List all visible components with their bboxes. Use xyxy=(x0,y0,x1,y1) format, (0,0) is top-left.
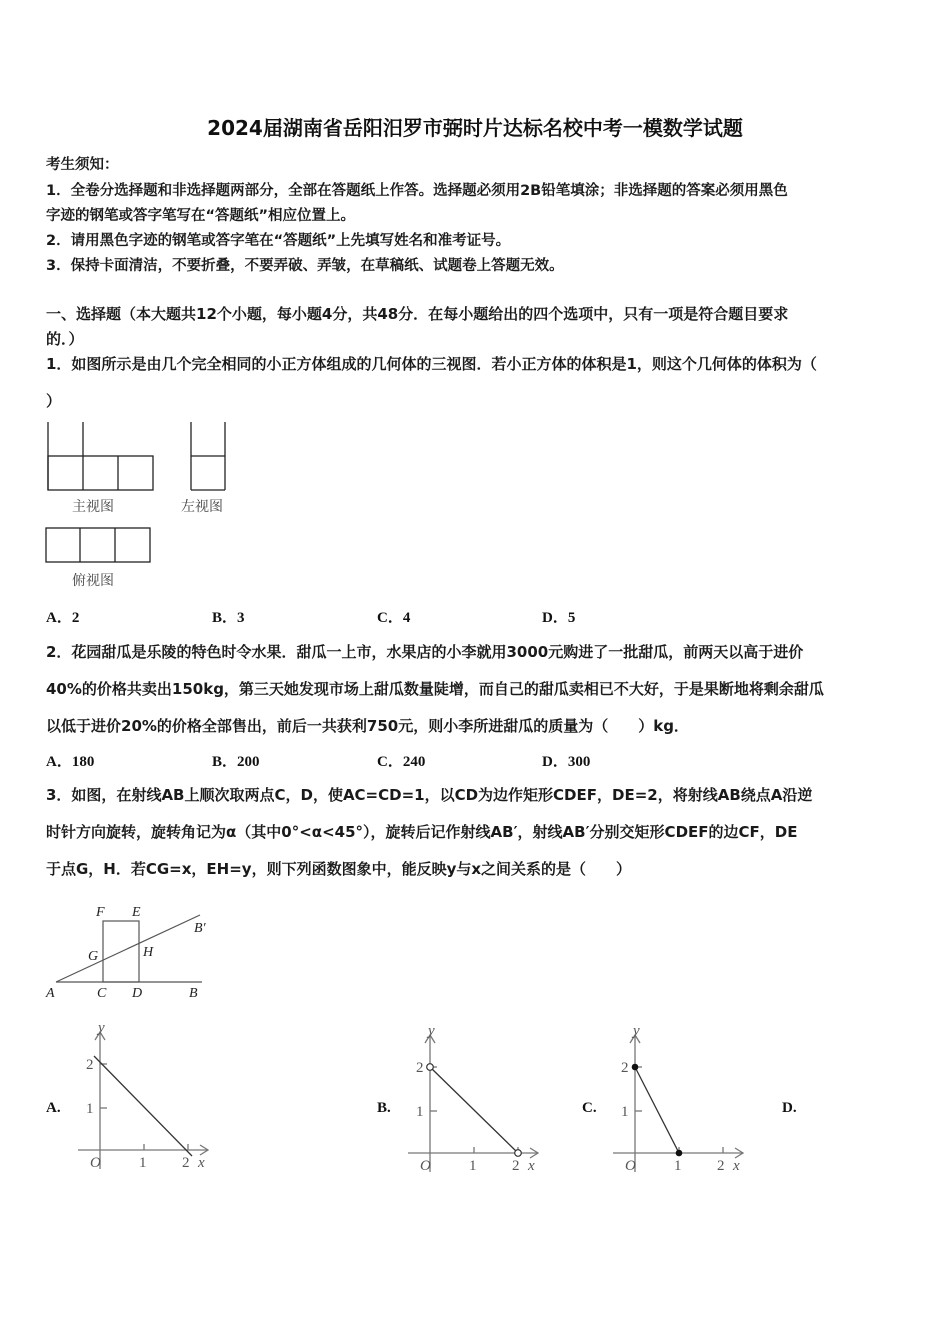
q1-option-a[interactable] xyxy=(46,606,79,627)
top-view-caption: 俯视图 xyxy=(72,573,114,589)
q3-option-c-label[interactable]: C. xyxy=(582,1100,597,1116)
q2-option-d[interactable] xyxy=(542,750,590,771)
svg-text:1: 1 xyxy=(621,1104,629,1120)
question-1-text-cont: ） xyxy=(46,392,62,410)
option-value: 200 xyxy=(237,754,260,770)
front-view-caption: 主视图 xyxy=(72,499,114,515)
geometry-drawing xyxy=(40,898,220,1008)
label-f: F xyxy=(96,905,105,920)
option-label: D． xyxy=(542,610,568,626)
svg-text:1: 1 xyxy=(674,1158,682,1174)
svg-text:x: x xyxy=(198,1155,205,1171)
open-endpoint xyxy=(515,1150,522,1157)
question-1-text: 1．如图所示是由几个完全相同的小正方体组成的几何体的三视图．若小正方体的体积是1，则这个几何体的体积为（ xyxy=(46,355,817,373)
notice-item-3: 3．保持卡面清洁，不要折叠，不要弄破、弄皱，在草稿纸、试题卷上答题无效。 xyxy=(46,258,564,274)
question-3-text-cont-1: 时针方向旋转，旋转角记为α（其中0°<α<45°），旋转后记作射线AB′，射线AB′分别交矩形CDEF的边CF，DE xyxy=(46,823,798,841)
notice-item-1: 1．全卷分选择题和非选择题两部分，全部在答题纸上作答。选择题必须用2B铅笔填涂；非选择题的答案必须用黑色 xyxy=(46,183,788,199)
option-label: D． xyxy=(542,754,568,770)
graph-c xyxy=(611,1027,751,1177)
label-g: G xyxy=(88,949,99,964)
option-label: A． xyxy=(46,610,72,626)
option-label: B． xyxy=(212,610,238,626)
svg-text:O: O xyxy=(625,1158,636,1174)
q2-option-a[interactable] xyxy=(46,750,94,771)
svg-text:x: x xyxy=(733,1158,740,1174)
notice-item-1-cont: 字迹的钢笔或答字笔写在“答题纸”相应位置上。 xyxy=(46,208,356,224)
svg-text:1: 1 xyxy=(86,1101,94,1117)
notice-item-2: 2．请用黑色字迹的钢笔或答字笔在“答题纸”上先填写姓名和准考证号。 xyxy=(46,233,511,249)
open-endpoint xyxy=(427,1064,434,1071)
graph-a xyxy=(76,1024,216,1174)
label-b-prime: B′ xyxy=(194,921,206,936)
q2-option-c[interactable] xyxy=(377,750,425,771)
svg-text:2: 2 xyxy=(512,1158,520,1174)
option-label: C． xyxy=(377,754,403,770)
label-e: E xyxy=(132,905,141,920)
option-value: 3 xyxy=(237,610,245,626)
q3-option-a-label[interactable]: A. xyxy=(46,1100,61,1116)
q3-option-b-label[interactable]: B. xyxy=(377,1100,391,1116)
svg-text:O: O xyxy=(420,1158,431,1174)
closed-endpoint xyxy=(632,1064,639,1071)
label-a: A xyxy=(46,986,55,1001)
page-title: 2024届湖南省岳阳汨罗市弼时片达标名校中考一模数学试题 xyxy=(207,116,743,140)
question-2-text-cont-2: 以低于进价20%的价格全部售出，前后一共获利750元，则小李所进甜瓜的质量为（ ）kg． xyxy=(46,717,689,735)
section-heading: 一、选择题（本大题共12个小题，每小题4分，共48分．在每小题给出的四个选项中，只有一项是符合题目要求 xyxy=(46,305,789,323)
option-value: 2 xyxy=(71,610,80,626)
q3-option-d-label[interactable]: D. xyxy=(782,1100,797,1116)
q3-option-a-graph[interactable] xyxy=(76,1024,216,1178)
rectangle-ray-figure xyxy=(40,898,220,1008)
svg-text:1: 1 xyxy=(139,1155,147,1171)
section-heading-cont: 的．） xyxy=(46,330,84,348)
option-value: 240 xyxy=(402,754,426,770)
q1-option-d[interactable] xyxy=(542,606,575,627)
q2-option-b[interactable] xyxy=(212,750,260,771)
svg-text:x: x xyxy=(528,1158,535,1174)
label-h: H xyxy=(143,945,154,960)
graph-b xyxy=(406,1027,546,1177)
option-label: C． xyxy=(377,610,403,626)
svg-text:2: 2 xyxy=(182,1155,190,1171)
option-value: 180 xyxy=(71,754,95,770)
option-value: 4 xyxy=(402,610,411,626)
svg-text:2: 2 xyxy=(717,1158,725,1174)
left-view-caption: 左视图 xyxy=(181,499,223,515)
three-view-figure xyxy=(44,420,244,595)
question-3-text-cont-2: 于点G，H．若CG=x，EH=y，则下列函数图象中，能反映y与x之间关系的是（ ） xyxy=(46,860,632,878)
q1-option-c[interactable] xyxy=(377,606,410,627)
label-d: D xyxy=(132,986,143,1001)
svg-text:1: 1 xyxy=(416,1104,424,1120)
svg-text:1: 1 xyxy=(469,1158,477,1174)
option-value: 5 xyxy=(567,610,576,626)
label-b: B xyxy=(189,986,198,1001)
q3-option-b-graph[interactable] xyxy=(406,1027,546,1181)
question-2-text-cont-1: 40%的价格共卖出150kg，第三天她发现市场上甜瓜数量陡增，而自己的甜瓜卖相已不大好，于是果断地将剩余甜瓜 xyxy=(46,680,824,698)
notice-heading: 考生须知： xyxy=(46,157,119,173)
svg-text:2: 2 xyxy=(86,1057,94,1073)
option-label: B． xyxy=(212,754,238,770)
svg-text:O: O xyxy=(90,1155,101,1171)
svg-text:y: y xyxy=(98,1024,105,1036)
svg-text:y: y xyxy=(428,1027,435,1039)
question-3-text: 3．如图，在射线AB上顺次取两点C，D，使AC=CD=1，以CD为边作矩形CDEF，DE=2，将射线AB绕点A沿逆 xyxy=(46,786,813,804)
question-2-text: 2．花园甜瓜是乐陵的特色时令水果．甜瓜一上市，水果店的小李就用3000元购进了一批甜瓜，前两天以高于进价 xyxy=(46,643,804,661)
svg-text:y: y xyxy=(633,1027,640,1039)
svg-text:2: 2 xyxy=(416,1060,424,1076)
q1-option-b[interactable] xyxy=(212,606,245,627)
label-c: C xyxy=(97,986,107,1001)
option-value: 300 xyxy=(567,754,591,770)
q3-option-c-graph[interactable] xyxy=(611,1027,751,1181)
svg-text:2: 2 xyxy=(621,1060,629,1076)
option-label: A． xyxy=(46,754,72,770)
closed-endpoint xyxy=(676,1150,683,1157)
